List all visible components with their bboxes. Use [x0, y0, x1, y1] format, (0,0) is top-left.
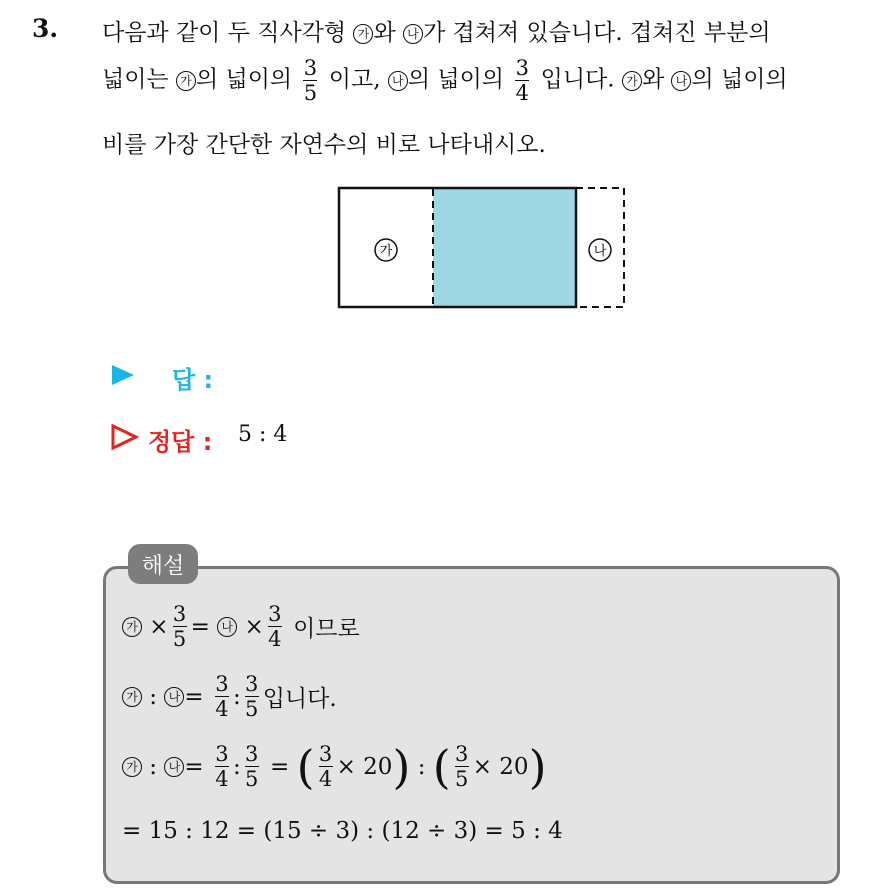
solution-line-4: = 15 : 12 = (15 ÷ 3) : (12 ÷ 3) = 5 : 4 — [122, 818, 563, 844]
circle-label-na: 나 — [164, 757, 184, 777]
problem-text: 가 겹쳐져 있습니다. 겹쳐진 부분의 — [422, 20, 771, 46]
circle-label-ga: 가 — [122, 687, 142, 707]
solution-text: 입니다. — [262, 686, 337, 712]
problem-line-1 — [102, 14, 771, 47]
fraction: $\frac{3}{5}$ — [172, 602, 187, 651]
answer-arrow-icon — [110, 363, 136, 387]
overlap-figure — [0, 180, 884, 510]
correct-arrow-icon — [110, 423, 140, 451]
fraction-denominator: 5 — [303, 81, 318, 105]
fraction: $\frac{3}{4}$ — [215, 742, 229, 791]
circle-label-ga: 가 — [122, 617, 142, 637]
circle-label-na: 나 — [671, 71, 691, 91]
problem-text: 다음과 같이 두 직사각형 — [102, 20, 354, 46]
figure-label-ga: 가 — [379, 244, 393, 259]
solution-line-2: 가 : 나 = $\frac{3}{4}$ : $\frac{3}{5}$ 입니다. — [122, 672, 337, 721]
problem-number: 3. — [32, 14, 59, 43]
solution-text: 이므로 — [293, 616, 360, 642]
problem-line-2 — [102, 56, 788, 105]
circle-label-na: 나 — [217, 617, 237, 637]
fraction-three-fifths — [303, 56, 317, 105]
circle-label-ga: 가 — [122, 757, 142, 777]
fraction: $\frac{3}{4}$ — [318, 742, 333, 791]
problem-text: 의 넓이의 — [195, 66, 293, 93]
fraction-denominator: 4 — [515, 81, 530, 105]
figure-label-na: 나 — [593, 244, 607, 259]
circle-label-na: 나 — [164, 687, 184, 707]
solution-line-3: 가 : 나 = $\frac{3}{4}$ : $\frac{3}{5}$ = ( $\frac{3}{4}$ × 20 ) : ( $\frac{3}{5}$ × 20 ) — [122, 742, 547, 791]
fraction: $\frac{3}{5}$ — [245, 672, 259, 721]
problem-text: 넓이는 — [102, 66, 176, 93]
circle-label-ga: 가 — [353, 24, 373, 44]
answer-label: 답 : — [172, 366, 214, 394]
solution-line-1: 가 × $\frac{3}{5}$ = 나 × $\frac{3}{4}$ 이므로 — [122, 602, 360, 651]
overlap-region — [433, 188, 576, 307]
correct-answer-value: 5 : 4 — [238, 422, 288, 447]
fraction: $\frac{3}{4}$ — [215, 672, 229, 721]
fraction: $\frac{3}{5}$ — [245, 742, 259, 791]
circle-label-na: 나 — [403, 24, 423, 44]
problem-text: 의 넓이의 — [691, 66, 788, 93]
circle-label-ga: 가 — [176, 71, 196, 91]
fraction-numerator: 3 — [303, 56, 318, 80]
problem-line-3: 비를 가장 간단한 자연수의 비로 나타내시오. — [102, 132, 546, 158]
circle-label-na: 나 — [388, 71, 408, 91]
correct-answer-label: 정답 : — [148, 428, 213, 456]
fraction-three-quarters — [515, 56, 529, 105]
problem-text: 와 — [641, 66, 672, 93]
problem-text: 이고, — [321, 66, 388, 93]
problem-text: 와 — [373, 20, 403, 46]
circle-label-ga: 가 — [622, 71, 642, 91]
solution-text: × 20 — [336, 753, 393, 780]
fraction: $\frac{3}{5}$ — [455, 742, 469, 791]
solution-text: × 20 — [472, 753, 529, 780]
fraction: $\frac{3}{4}$ — [268, 602, 282, 651]
solution-tag: 해설 — [128, 544, 198, 584]
fraction-numerator: 3 — [515, 56, 530, 80]
problem-text: 의 넓이의 — [407, 66, 505, 93]
problem-text: 입니다. — [533, 66, 622, 93]
